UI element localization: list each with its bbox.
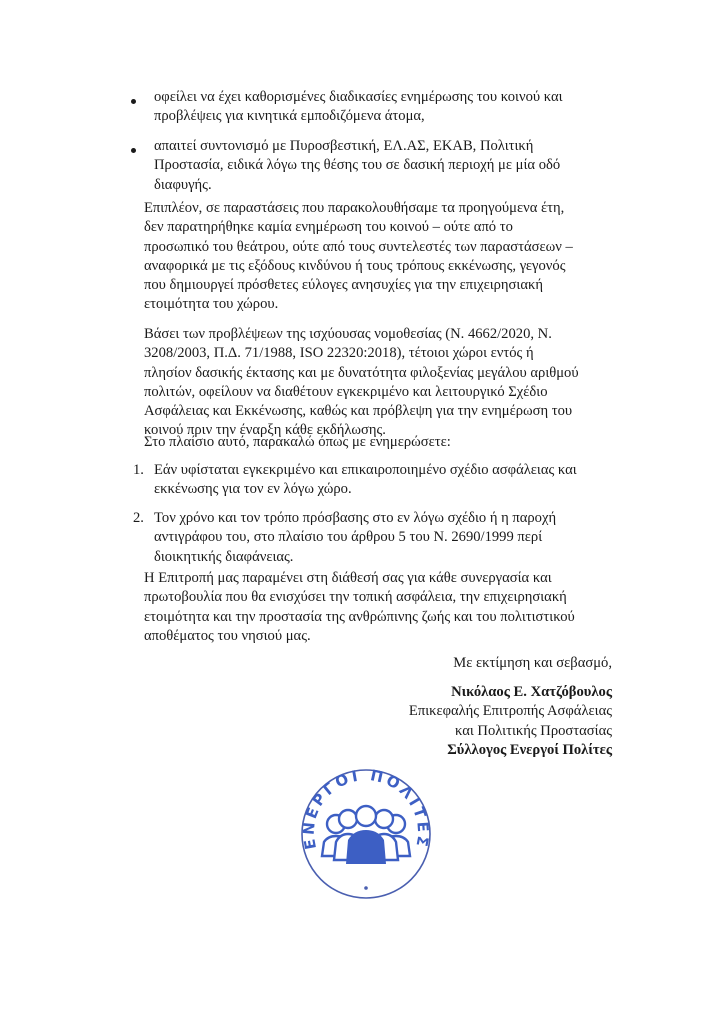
text-line: που δημιουργεί πρόσθετες εύλογες ανησυχίες για την επιχειρησιακή <box>144 277 543 294</box>
numbered-item <box>154 461 577 500</box>
text-line: προβλέψεις για κινητικά εμποδιζόμενα άτομα, <box>154 108 425 125</box>
text-line: κοινού πριν την έναρξη κάθε εκδήλωσης. <box>144 422 386 439</box>
text-line: Στο πλαίσιο αυτό, παρακαλώ όπως με ενημερώσετε: <box>144 434 451 450</box>
text-line: 3208/2003, Π.Δ. 71/1988, ISO 22320:2018), τέτοιοι χώροι εντός ή <box>144 345 534 362</box>
text-line: Εάν υφίσταται εγκεκριμένο και επικαιροποιημένο σχέδιο ασφάλειας και <box>154 462 577 478</box>
text-line: διοικητικής διαφάνειας. <box>154 548 294 565</box>
text-line: απαιτεί συντονισμό με Πυροσβεστική, ΕΛ.ΑΣ, ΕΚΑΒ, Πολιτική <box>154 138 534 154</box>
signatory-title: και Πολιτικής Προστασίας <box>454 722 612 739</box>
bullet-icon <box>131 99 136 104</box>
stamp-dot <box>364 886 368 890</box>
paragraph <box>144 325 579 441</box>
text-line: εκκένωσης για τον εν λόγω χώρο. <box>154 481 352 498</box>
text-line: διαφυγής. <box>154 176 212 193</box>
numbered-item <box>154 509 556 567</box>
closing-paragraph <box>144 569 575 646</box>
organization-name: Σύλλογος Ενεργοί Πολίτες <box>447 741 612 758</box>
text-line: Ασφάλειας και Εκκένωσης, καθώς και πρόβλεψη για την ενημέρωση του <box>144 403 573 420</box>
signatory-name: Νικόλαος Ε. Χατζόβουλος <box>451 684 612 700</box>
text-line: Βάσει των προβλέψεων της ισχύουσας νομοθεσίας (Ν. 4662/2020, Ν. <box>144 326 552 342</box>
paragraph <box>144 199 573 315</box>
salutation: Με εκτίμηση και σεβασμό, <box>453 655 612 671</box>
text-line: οφείλει να έχει καθορισμένες διαδικασίες ενημέρωσης του κοινού και <box>154 89 563 105</box>
stamp-text: ΕΝΕΡΓΟΙ ΠΟΛΙΤΕΣ <box>299 766 433 851</box>
central-figure-body <box>346 830 386 864</box>
organization-stamp <box>296 764 436 904</box>
text-line: Επιπλέον, σε παραστάσεις που παρακολουθήσαμε τα προηγούμενα έτη, <box>144 200 565 216</box>
list-number: 2. <box>133 510 144 526</box>
text-line: ετοιμότητα του χώρου. <box>144 296 279 313</box>
text-line: ετοιμότητα και την προστασία της ανθρώπινης ζωής και του πολιτιστικού <box>144 608 575 625</box>
text-line: πολιτών, οφείλουν να διαθέτουν εγκεκριμένο και λειτουργικό Σχέδιο <box>144 383 548 400</box>
bullet-item <box>154 137 560 195</box>
bullet-icon <box>131 148 136 153</box>
bullet-item <box>154 88 563 127</box>
text-line: αποθέματος του νησιού μας. <box>144 627 311 644</box>
paragraph <box>144 433 451 452</box>
text-line: Τον χρόνο και τον τρόπο πρόσβασης στο εν λόγω σχέδιο ή η παροχή <box>154 510 557 526</box>
text-line: αντιγράφου του, στο πλαίσιο του άρθρου 5 του Ν. 2690/1999 περί <box>154 529 543 546</box>
text-line: πρωτοβουλία που θα ενισχύσει την τοπική ασφάλεια, την επιχειρησιακή <box>144 589 567 606</box>
text-line: δεν παρατηρήθηκε καμία ενημέρωση του κοινού – ούτε από το <box>144 219 513 236</box>
text-line: αναφορικά με τις εξόδους κινδύνου ή τους τρόπους εκκένωσης, γεγονός <box>144 257 566 274</box>
signatory-title: Επικεφαλής Επιτροπής Ασφάλειας <box>408 703 612 720</box>
signature-block <box>409 683 612 760</box>
text-line: προσωπικό του θεάτρου, ούτε από τους συντελεστές των παραστάσεων – <box>144 238 573 255</box>
text-line: Η Επιτροπή μας παραμένει στη διάθεσή σας για κάθε συνεργασία και <box>144 570 552 586</box>
text-line: Προστασία, ειδικά λόγω της θέσης του σε δασική περιοχή με μία οδό <box>154 157 561 174</box>
text-line: πλησίον δασικής έκτασης και με δυνατότητα φιλοξενίας μεγάλου αριθμού <box>144 364 579 381</box>
list-number: 1. <box>133 462 144 478</box>
